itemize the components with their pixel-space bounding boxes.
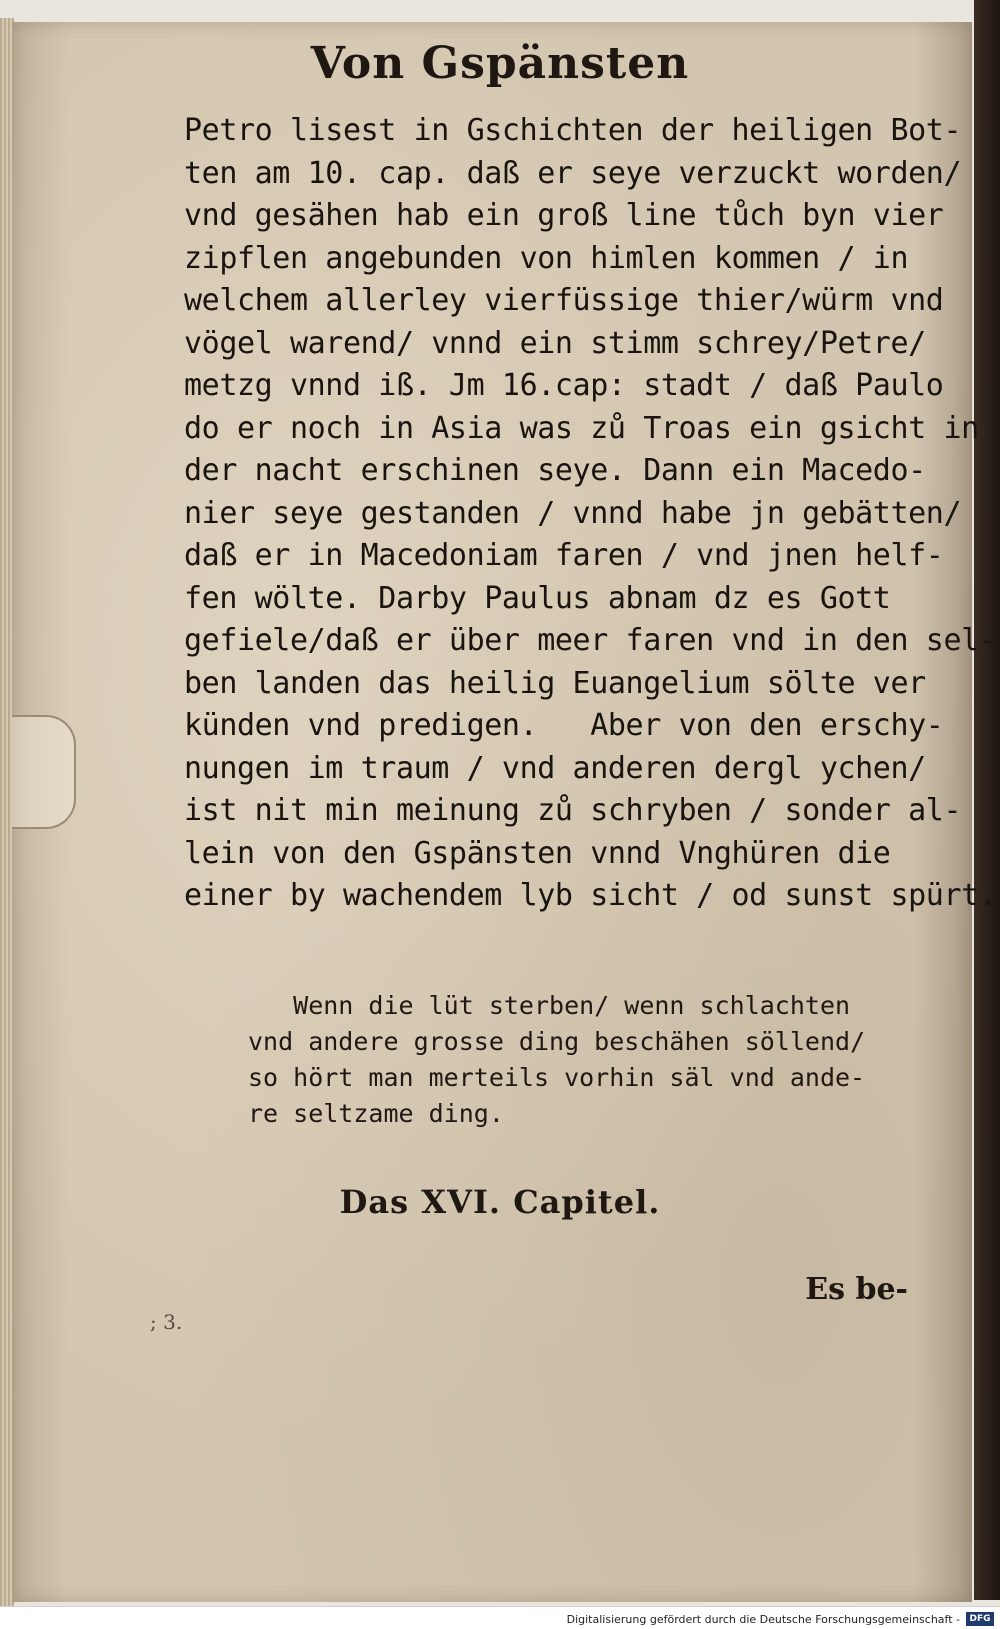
text-line: der nacht erschinen seye. Dann ein Macedo- (184, 453, 926, 488)
text-line: welchem allerley vierfüssige thier/würm vnd (184, 283, 944, 318)
body-text (184, 110, 997, 918)
text-line: fen wölte. Darby Paulus abnam dz es Gott (184, 580, 891, 616)
summary-line: so hört man merteils vorhin säl vnd ande- (248, 1063, 866, 1092)
running-head: Von Gspänsten (310, 38, 690, 89)
text-line: ten am 10. cap. daß er seye verzuckt worden/ (184, 155, 962, 191)
text-line: daß er in Macedoniam faren / vnd jnen helf- (184, 538, 944, 573)
text-line: nungen im traum / vnd anderen dergl ychen/ (184, 750, 926, 786)
book-binding-edge (974, 0, 1000, 1600)
text-line: künden vnd predigen. Aber von den erschy- (184, 708, 944, 743)
page-fold-tab (12, 715, 76, 829)
dfg-logo: DFG (966, 1612, 994, 1626)
text-line: nier seye gestanden / vnnd habe jn gebätten/ (184, 495, 962, 531)
text-line: Petro lisest in Gschichten der heiligen Bot- (184, 113, 962, 148)
digitization-footer (0, 1606, 1000, 1629)
show-through-shadow (192, 942, 932, 982)
text-line: metzg vnnd iß. Jm 16.cap: stadt / daß Paulo (184, 368, 944, 403)
text-line: vnd gesähen hab ein groß line tůch byn vier (184, 198, 944, 233)
summary-line: Wenn die lüt sterben/ wenn schlachten (248, 991, 851, 1020)
signature-mark: ; 3. (150, 1310, 183, 1334)
text-line: lein von den Gspänsten vnnd Vnghüren die (184, 835, 891, 871)
text-line: einer by wachendem lyb sicht / od sunst spürt. (184, 878, 997, 913)
summary-line: re seltzame ding. (248, 1099, 504, 1128)
text-line: gefiele/daß er über meer faren vnd in den sel- (184, 623, 997, 658)
summary-line: vnd andere grosse ding beschähen söllend/ (248, 1027, 866, 1056)
chapter-summary (248, 988, 866, 1132)
footer-credit: Digitalisierung gefördert durch die Deutsche Forschungsgemeinschaft - (566, 1613, 960, 1626)
text-line: zipflen angebunden von himlen kommen / in (184, 240, 909, 276)
text-line: do er noch in Asia was zů Troas ein gsicht in (184, 410, 979, 446)
catchword: Es be- (805, 1272, 908, 1307)
text-line: ist nit min meinung zů schryben / sonder al- (184, 793, 962, 828)
chapter-heading: Das XVI. Capitel. (339, 1183, 661, 1221)
text-line: ben landen das heilig Euangelium sölte ver (184, 665, 926, 701)
text-line: vögel warend/ vnnd ein stimm schrey/Petre/ (184, 325, 926, 361)
